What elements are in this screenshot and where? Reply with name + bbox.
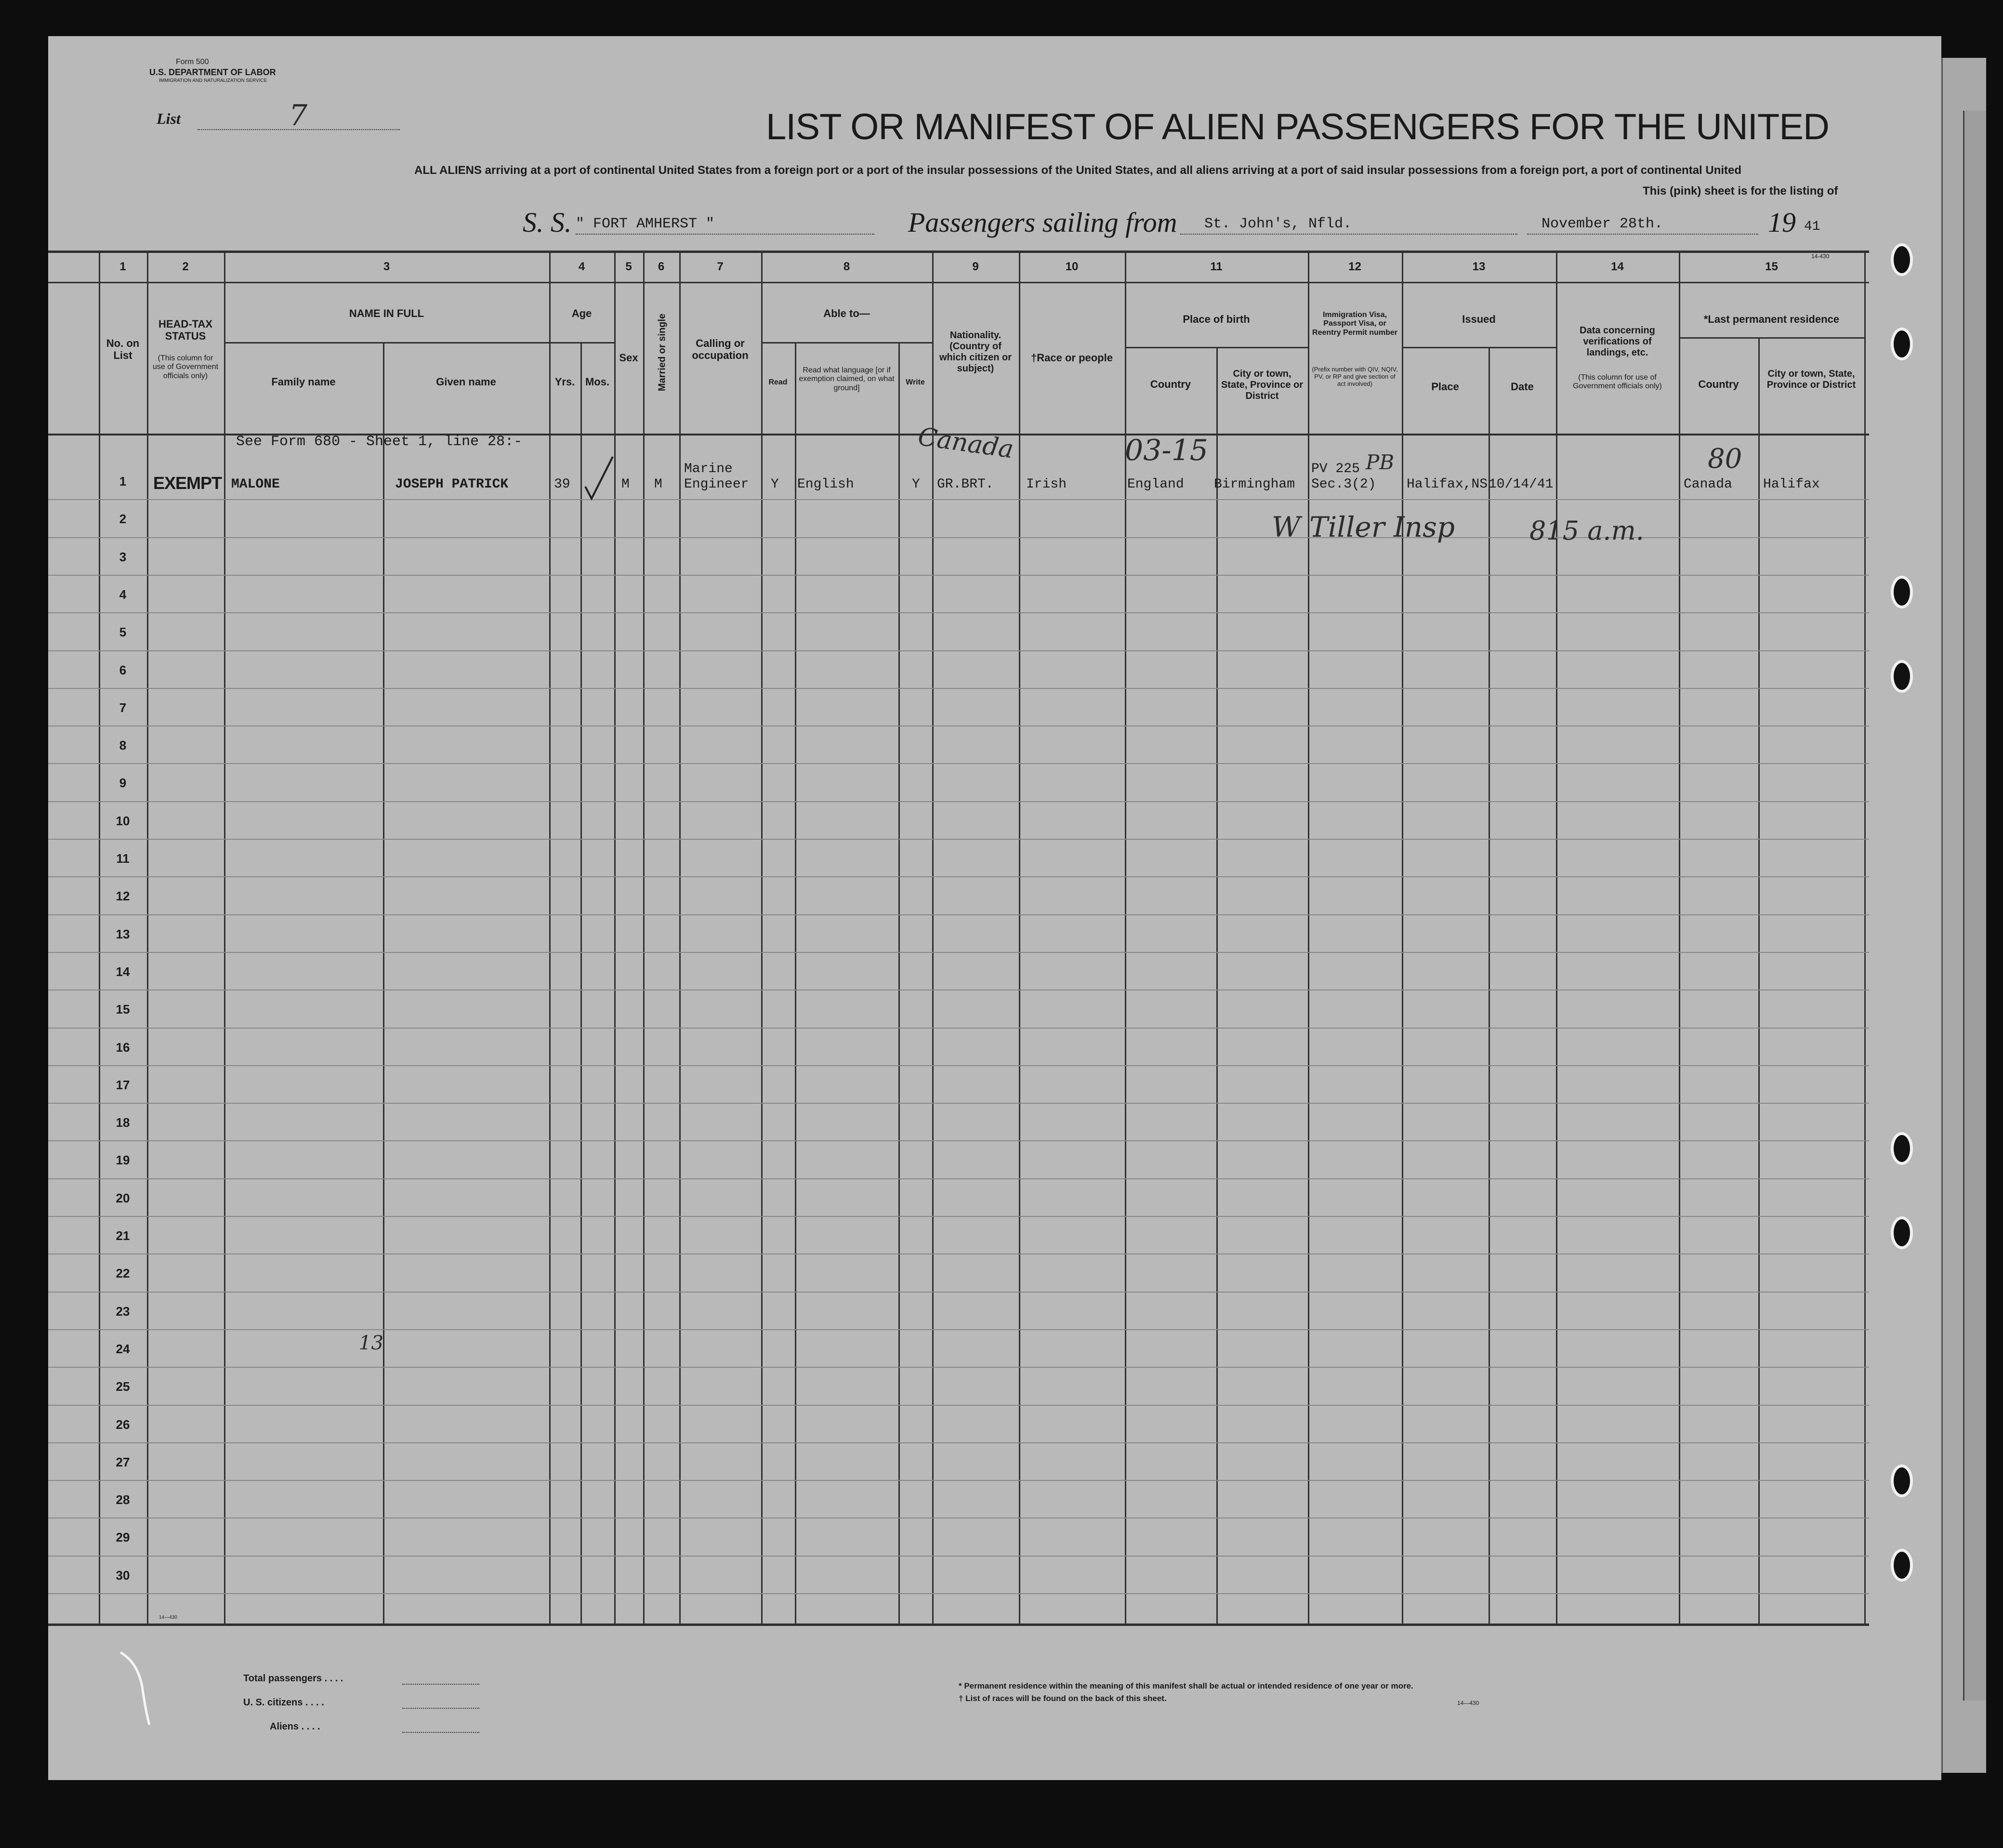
row-rule bbox=[48, 650, 1869, 651]
row-number: 7 bbox=[119, 700, 127, 715]
col-divider bbox=[643, 251, 645, 1624]
col-num-13: 13 bbox=[1472, 260, 1486, 273]
row-rule bbox=[48, 839, 1869, 840]
row-number: 5 bbox=[119, 625, 127, 640]
row-rule bbox=[48, 1480, 1869, 1481]
page-edge-back bbox=[1963, 111, 1986, 1701]
row-rule bbox=[48, 1405, 1869, 1406]
col-divider bbox=[1489, 347, 1490, 1624]
visa-handwritten: PB bbox=[1366, 450, 1395, 474]
time-annotation: 815 a.m. bbox=[1529, 515, 1644, 546]
age-years: 39 bbox=[554, 477, 570, 492]
header-read: Read bbox=[768, 378, 788, 386]
col-divider bbox=[1216, 347, 1218, 1624]
ship-underline bbox=[576, 234, 874, 235]
col-num-3: 3 bbox=[383, 260, 390, 273]
stray-mark: 13 bbox=[359, 1332, 383, 1354]
header-pob-city: City or town, State, Province or District bbox=[1221, 369, 1304, 401]
col-num-6: 6 bbox=[658, 260, 665, 273]
race: Irish bbox=[1026, 477, 1067, 492]
col-num-10: 10 bbox=[1065, 260, 1079, 273]
header-res-city: City or town, State, Province or District bbox=[1766, 369, 1856, 390]
issued-place: Halifax,NS bbox=[1407, 477, 1488, 492]
header-months: Mos. bbox=[585, 376, 610, 388]
binder-hole bbox=[1891, 243, 1913, 276]
table-bottom-border bbox=[48, 1624, 1869, 1626]
header-last-residence: *Last permanent residence bbox=[1703, 313, 1840, 325]
header-place-of-birth: Place of birth bbox=[1183, 313, 1250, 325]
col-divider bbox=[549, 251, 551, 1624]
aliens-label: Aliens . . . . bbox=[270, 1721, 320, 1732]
residence-subheader-rule bbox=[1679, 337, 1864, 339]
row-number: 8 bbox=[119, 738, 127, 753]
binder-hole bbox=[1891, 1132, 1913, 1165]
header-visa: Immigration Visa, Passport Visa, or Reentry Permit number bbox=[1312, 311, 1397, 337]
ss-label: S. S. bbox=[523, 207, 572, 238]
footnote-residence: * Permanent residence within the meaning of this manifest shall be actual or intended residence of one year or more. bbox=[959, 1681, 1413, 1690]
row-rule bbox=[48, 688, 1869, 689]
residence-city: Halifax bbox=[1763, 477, 1820, 492]
sailing-date: November 28th. bbox=[1542, 216, 1663, 232]
year-prefix: 19 bbox=[1768, 207, 1796, 238]
header-issued-place: Place bbox=[1431, 381, 1459, 393]
row-number: 30 bbox=[116, 1568, 130, 1583]
col-divider bbox=[1019, 251, 1020, 1624]
row-rule bbox=[48, 1367, 1869, 1368]
family-name: MALONE bbox=[231, 477, 280, 492]
row-number: 3 bbox=[119, 549, 127, 564]
row-number: 22 bbox=[116, 1266, 130, 1281]
header-data-concerning: Data concerning verifications of landings, etc. bbox=[1580, 325, 1655, 358]
row-number: 24 bbox=[116, 1341, 130, 1356]
col-num-4: 4 bbox=[578, 260, 585, 273]
header-given-name: Given name bbox=[436, 376, 496, 388]
col-num-2: 2 bbox=[182, 260, 189, 273]
name-subheader-rule bbox=[224, 342, 549, 343]
able-subheader-rule bbox=[761, 342, 932, 343]
col-divider bbox=[147, 251, 148, 1624]
col-divider bbox=[795, 342, 796, 1624]
row-number: 17 bbox=[116, 1077, 130, 1092]
page-title: LIST OR MANIFEST OF ALIEN PASSENGERS FOR THE UNITED bbox=[766, 106, 1829, 147]
row-rule bbox=[48, 1292, 1869, 1293]
binder-hole bbox=[1891, 660, 1913, 693]
row-number: 28 bbox=[116, 1492, 130, 1507]
col-num-7: 7 bbox=[717, 260, 724, 273]
ship-name: " FORT AMHERST " bbox=[576, 216, 715, 232]
issued-subheader-rule bbox=[1402, 347, 1556, 348]
table-top-border bbox=[48, 251, 1869, 253]
col-divider bbox=[1556, 251, 1557, 1624]
row-number: 11 bbox=[116, 851, 130, 866]
row-number: 15 bbox=[116, 1002, 130, 1017]
issued-date: 10/14/41 bbox=[1489, 477, 1554, 492]
residence-handwritten: 80 bbox=[1708, 443, 1742, 475]
birth-code-handwritten: 03-15 bbox=[1125, 434, 1208, 467]
column-number-rule bbox=[48, 282, 1869, 283]
row-rule bbox=[48, 914, 1869, 915]
header-name-in-full: NAME IN FULL bbox=[349, 307, 424, 319]
header-married: Married or single bbox=[657, 313, 668, 392]
col-num-1: 1 bbox=[119, 260, 126, 273]
row-number: 2 bbox=[119, 512, 127, 527]
row-number: 27 bbox=[116, 1454, 130, 1469]
visa-section: Sec.3(2) bbox=[1311, 477, 1376, 492]
col-divider bbox=[761, 251, 763, 1624]
row-rule bbox=[48, 1442, 1869, 1443]
col-divider bbox=[1402, 251, 1403, 1624]
total-passengers-line bbox=[402, 1684, 479, 1685]
birth-city: Birmingham bbox=[1214, 477, 1295, 492]
given-name: JOSEPH PATRICK bbox=[395, 477, 509, 492]
row-number: 16 bbox=[116, 1040, 130, 1055]
total-passengers-label: Total passengers . . . . bbox=[243, 1673, 343, 1684]
row-rule bbox=[48, 1065, 1869, 1066]
row-rule bbox=[48, 612, 1869, 613]
row-number: 21 bbox=[116, 1228, 130, 1243]
row-rule bbox=[48, 575, 1869, 576]
header-nationality: Nationality. (Country of which citizen or subject) bbox=[939, 330, 1012, 374]
header-years: Yrs. bbox=[554, 376, 575, 388]
header-no-on-list: No. on List bbox=[106, 337, 140, 362]
row-rule bbox=[48, 1556, 1869, 1557]
port-underline bbox=[1180, 234, 1517, 235]
nationality-handwritten: Canada bbox=[916, 422, 1015, 464]
row-number: 13 bbox=[116, 926, 130, 941]
row-rule bbox=[48, 1140, 1869, 1141]
row-number: 19 bbox=[116, 1153, 130, 1168]
row-number: 6 bbox=[119, 662, 127, 677]
col-divider bbox=[224, 251, 225, 1624]
port-of-departure: St. John's, Nfld. bbox=[1204, 216, 1352, 232]
residence-country: Canada bbox=[1684, 477, 1732, 492]
sailing-from-label: Passengers sailing from bbox=[908, 207, 1177, 238]
row-number: 29 bbox=[116, 1530, 130, 1545]
col-num-14: 14 bbox=[1611, 260, 1624, 273]
col-divider bbox=[99, 251, 100, 1624]
row-number: 12 bbox=[116, 889, 130, 904]
visa-number: PV 225 bbox=[1311, 462, 1360, 476]
binder-hole bbox=[1891, 1549, 1913, 1582]
col-divider bbox=[1679, 251, 1680, 1624]
service-label: IMMIGRATION AND NATURALIZATION SERVICE bbox=[159, 78, 267, 83]
row-rule bbox=[48, 876, 1869, 877]
row-number: 25 bbox=[116, 1379, 130, 1394]
header-write: Write bbox=[906, 378, 925, 386]
row-rule bbox=[48, 1329, 1869, 1330]
row-number: 23 bbox=[116, 1304, 130, 1319]
row-number: 26 bbox=[116, 1417, 130, 1432]
occupation-line-2: Engineer bbox=[684, 477, 749, 492]
row-rule bbox=[48, 1216, 1869, 1217]
header-head-tax: HEAD-TAX STATUS bbox=[158, 318, 213, 343]
row-rule bbox=[48, 952, 1869, 953]
header-issued-date: Date bbox=[1511, 381, 1534, 393]
header-age: Age bbox=[571, 307, 592, 319]
col-divider bbox=[1308, 251, 1309, 1624]
header-race: †Race or people bbox=[1031, 352, 1113, 364]
row-rule bbox=[48, 1178, 1869, 1179]
row-rule bbox=[48, 801, 1869, 802]
left-form-code: 14—430 bbox=[159, 1615, 177, 1620]
language: English bbox=[797, 477, 854, 492]
corner-code: 14-430 bbox=[1811, 253, 1830, 260]
row-number: 9 bbox=[119, 776, 127, 791]
binder-hole bbox=[1891, 576, 1913, 608]
inspector-annotation: W Tiller Insp bbox=[1272, 511, 1455, 543]
col-divider bbox=[898, 342, 900, 1624]
row-number: 18 bbox=[116, 1115, 130, 1130]
see-form-note: See Form 680 - Sheet 1, line 28:- bbox=[236, 434, 523, 450]
row-number: 4 bbox=[119, 587, 127, 602]
col-num-12: 12 bbox=[1348, 260, 1361, 273]
col-divider bbox=[1864, 251, 1866, 1624]
form-code: 14—430 bbox=[1457, 1700, 1479, 1706]
col-divider bbox=[580, 342, 582, 1624]
col-divider bbox=[679, 251, 681, 1624]
us-citizens-line bbox=[402, 1708, 479, 1709]
year-suffix: 41 bbox=[1804, 219, 1820, 234]
form-number: Form 500 bbox=[176, 58, 209, 66]
header-res-country: Country bbox=[1698, 378, 1739, 390]
nationality: GR.BRT. bbox=[937, 477, 994, 492]
row-rule bbox=[48, 763, 1869, 764]
department-label: U.S. DEPARTMENT OF LABOR bbox=[149, 67, 276, 77]
sex: M bbox=[621, 477, 630, 492]
head-tax-status: EXEMPT bbox=[153, 473, 222, 493]
can-write: Y bbox=[912, 477, 920, 492]
birth-country: England bbox=[1127, 477, 1184, 492]
header-visa-note: (Prefix number with QIV, NQIV, PV, or RP and give section of act involved) bbox=[1312, 366, 1398, 387]
date-underline bbox=[1527, 234, 1758, 235]
footnote-races: † List of races will be found on the back of this sheet. bbox=[959, 1694, 1167, 1703]
list-label: List bbox=[157, 110, 181, 127]
list-number: 7 bbox=[289, 99, 308, 132]
header-read-language: Read what language [or if exemption claimed, on what ground] bbox=[799, 366, 895, 392]
col-divider bbox=[1758, 337, 1760, 1624]
col-divider bbox=[383, 342, 384, 1624]
handwritten-mark-icon bbox=[116, 1648, 159, 1729]
subtitle-line-2: This (pink) sheet is for the listing of bbox=[1643, 185, 1838, 198]
row-number: 14 bbox=[116, 964, 130, 979]
married-status: M bbox=[654, 477, 662, 492]
col-num-15: 15 bbox=[1765, 260, 1778, 273]
header-calling: Calling or occupation bbox=[692, 337, 749, 362]
aliens-line bbox=[402, 1732, 479, 1733]
header-head-tax-note: (This column for use of Government officials only) bbox=[152, 354, 219, 380]
binder-hole bbox=[1891, 328, 1913, 360]
col-num-8: 8 bbox=[843, 260, 850, 273]
col-num-5: 5 bbox=[625, 260, 632, 273]
col-num-9: 9 bbox=[972, 260, 979, 273]
occupation-line-1: Marine bbox=[684, 462, 733, 476]
row-rule bbox=[48, 499, 1869, 500]
header-able-to: Able to— bbox=[823, 307, 870, 319]
row-rule bbox=[48, 1028, 1869, 1029]
binder-hole bbox=[1891, 1465, 1913, 1497]
age-checkmark-icon bbox=[583, 453, 617, 501]
header-issued: Issued bbox=[1462, 313, 1496, 325]
header-sex: Sex bbox=[619, 352, 638, 364]
row-number: 1 bbox=[119, 474, 127, 488]
col-divider bbox=[932, 251, 934, 1624]
subtitle-line-1: ALL ALIENS arriving at a port of continental United States from a foreign port or a port of the insular possessions of the United States, and all aliens arriving at a port of said insular possessions from a foreign port, a port of continental United bbox=[414, 164, 1742, 177]
header-pob-country: Country bbox=[1150, 378, 1191, 390]
row-rule bbox=[48, 1593, 1869, 1594]
can-read: Y bbox=[771, 477, 779, 492]
row-number: 20 bbox=[116, 1190, 130, 1205]
col-num-11: 11 bbox=[1210, 260, 1223, 273]
row-number: 10 bbox=[116, 813, 130, 828]
us-citizens-label: U. S. citizens . . . . bbox=[243, 1697, 324, 1708]
binder-hole bbox=[1891, 1216, 1913, 1249]
header-data-note: (This column for use of Government officials only) bbox=[1573, 373, 1662, 391]
row-rule bbox=[48, 1103, 1869, 1104]
header-family-name: Family name bbox=[271, 376, 336, 388]
